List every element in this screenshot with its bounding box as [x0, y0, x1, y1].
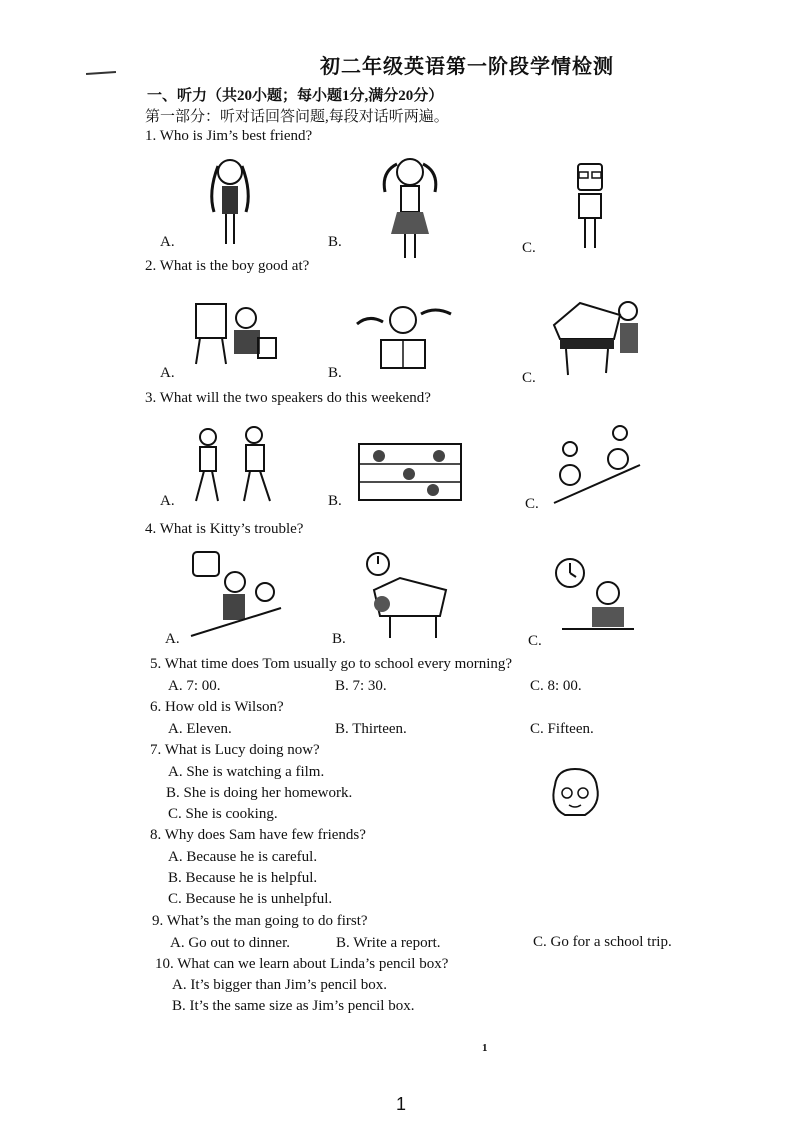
question-4: 4. What is Kitty’s trouble?	[145, 521, 304, 537]
q2-option-b: B.	[328, 365, 342, 381]
two-people-walking-picture-icon	[188, 425, 280, 505]
q8-option-b: B. Because he is helpful.	[168, 870, 318, 886]
singing-boy-picture-icon	[355, 300, 455, 372]
q5-option-a: A. 7: 00.	[168, 678, 221, 694]
question-2: 2. What is the boy good at?	[145, 258, 310, 274]
painting-boy-picture-icon	[190, 290, 280, 368]
question-3: 3. What will the two speakers do this weekend?	[145, 390, 431, 406]
page-number-small: 1	[482, 1042, 488, 1054]
cycling-picture-icon	[548, 425, 643, 505]
tv-crying-picture-icon	[185, 548, 285, 640]
q10-option-a: A. It’s bigger than Jim’s pencil box.	[172, 977, 387, 993]
scan-mark	[86, 71, 116, 75]
question-6: 6. How old is Wilson?	[150, 699, 284, 715]
q9-option-b: B. Write a report.	[336, 935, 441, 951]
question-1: 1. Who is Jim’s best friend?	[145, 128, 313, 144]
part-heading: 第一部分：听对话回答问题,每段对话听两遍。	[145, 109, 449, 125]
boy-glasses-picture-icon	[565, 158, 615, 253]
page-title: 初二年级英语第一阶段学情检测	[320, 56, 614, 78]
q4-option-a: A.	[165, 631, 180, 647]
page-number: 1	[396, 1094, 407, 1114]
q3-option-b: B.	[328, 493, 342, 509]
q8-option-c: C. Because he is unhelpful.	[168, 891, 333, 907]
q5-option-b: B. 7: 30.	[335, 678, 387, 694]
q9-option-c: C. Go for a school trip.	[533, 934, 672, 950]
q7-option-a: A. She is watching a film.	[168, 764, 325, 780]
question-10: 10. What can we learn about Linda’s pencil box?	[155, 956, 449, 972]
q8-option-a: A. Because he is careful.	[168, 849, 318, 865]
q9-option-a: A. Go out to dinner.	[170, 935, 290, 951]
q6-option-a: A. Eleven.	[168, 721, 232, 737]
q1-option-c: C.	[522, 240, 536, 256]
question-7: 7. What is Lucy doing now?	[150, 742, 320, 758]
section-heading: 一、听力（共20小题；每小题1分,满分20分）	[147, 88, 444, 104]
q4-option-c: C.	[528, 633, 542, 649]
question-8: 8. Why does Sam have few friends?	[150, 827, 366, 843]
q7-option-c: C. She is cooking.	[168, 806, 278, 822]
q6-option-c: C. Fifteen.	[530, 721, 594, 737]
q3-option-a: A.	[160, 493, 175, 509]
q5-option-c: C. 8: 00.	[530, 678, 582, 694]
shopping-picture-icon	[355, 440, 465, 505]
q2-option-c: C.	[522, 370, 536, 386]
girl-picture-icon	[200, 152, 260, 247]
q7-option-b: B. She is doing her homework.	[166, 785, 353, 801]
q1-option-a: A.	[160, 234, 175, 250]
clock-girl-desk-picture-icon	[552, 555, 637, 640]
girl-skirt-picture-icon	[375, 152, 445, 262]
q4-option-b: B.	[332, 631, 346, 647]
girl-face-picture-icon	[545, 765, 605, 820]
q10-option-b: B. It’s the same size as Jim’s pencil box.	[172, 998, 415, 1014]
piano-clock-picture-icon	[360, 550, 455, 642]
q3-option-c: C.	[525, 496, 539, 512]
q2-option-a: A.	[160, 365, 175, 381]
question-5: 5. What time does Tom usually go to school every morning?	[150, 656, 513, 672]
question-9: 9. What’s the man going to do first?	[152, 913, 368, 929]
q1-option-b: B.	[328, 234, 342, 250]
q6-option-b: B. Thirteen.	[335, 721, 407, 737]
piano-boy-picture-icon	[550, 295, 645, 377]
